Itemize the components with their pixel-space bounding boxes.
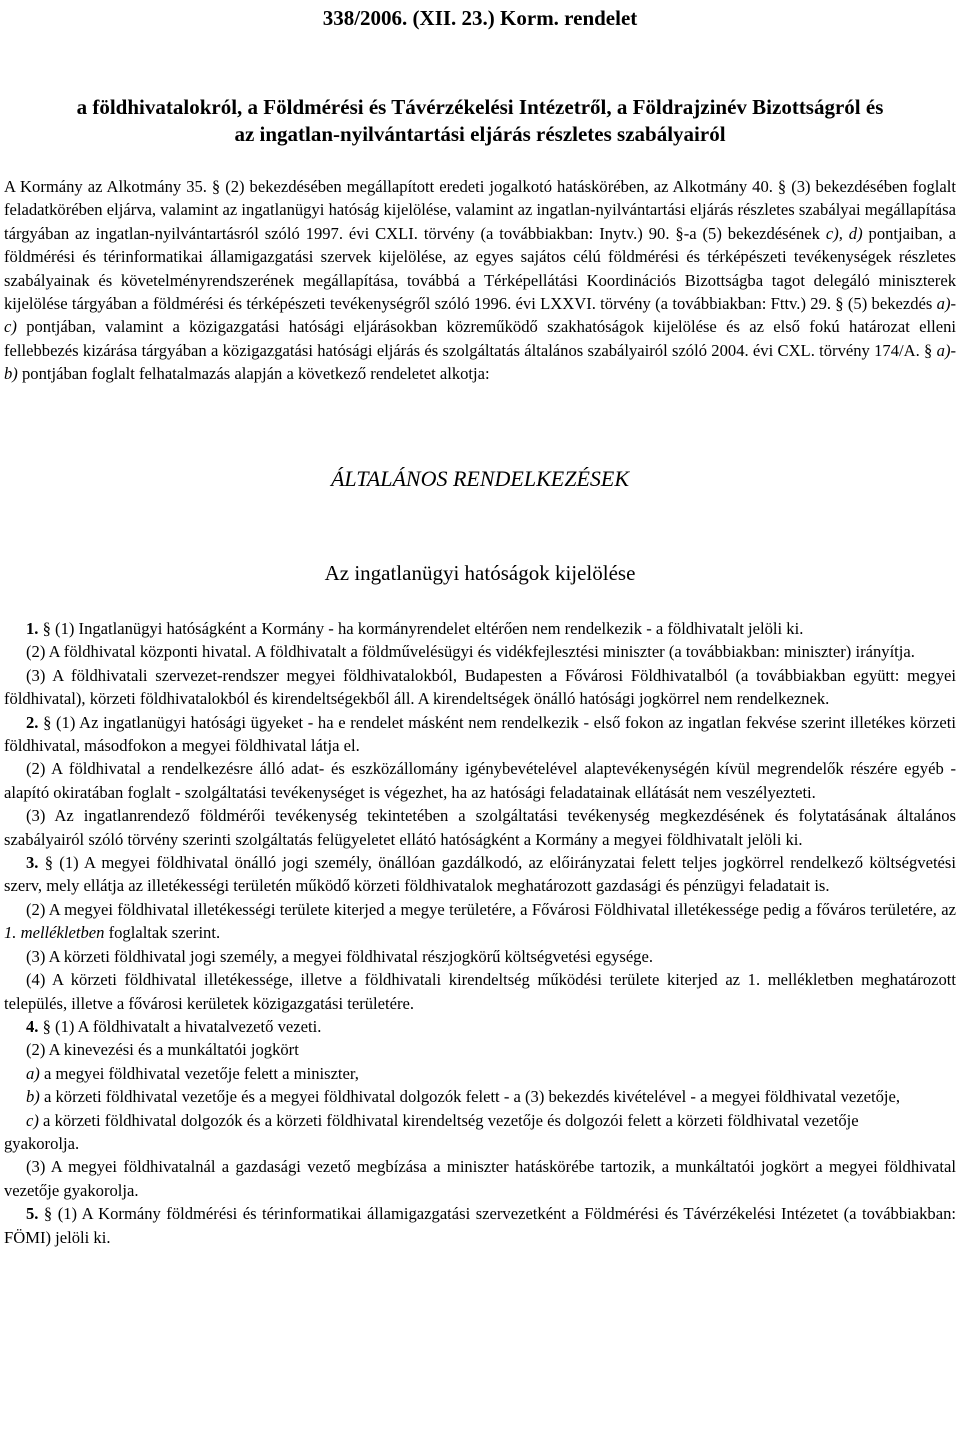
section-3-italic: 1. mellékletben	[4, 923, 105, 943]
item-a-label: a)	[26, 1063, 40, 1083]
preamble-italic-3: a)-b)	[4, 340, 956, 384]
document-subtitle-line-2: az ingatlan-nyilvántartási eljárás részletes szabályairól	[234, 122, 726, 146]
section-2-para-1	[4, 711, 956, 758]
heading-general-provisions: ÁLTALÁNOS RENDELKEZÉSEK	[330, 466, 630, 491]
section-2-para-2: (2) A földhivatal a rendelkezésre álló adat- és eszközállomány igénybevételével alaptevékenységén kívül megrendelők részére egyéb - alapító okiratában foglalt - szolgáltatási tevékenységet is végezhet, ha az hatósági feladatainak ellátását nem veszélyezteti.	[4, 759, 956, 802]
section-3-para-3: (3) A körzeti földhivatal jogi személy, a megyei földhivatal részjogkörű költségvetési egysége.	[26, 946, 653, 966]
preamble-text-b: pontjaiban, a földmérési és térinformatikai államigazgatási szervek kijelölése, az egyes sajátos célú földmérési és térképészeti tevékenységek részletes szabályainak és követelményrendszerének megállapítása, továbbá a Térképellátási Koordinációs Bizottságba tagot delegáló miniszterek kijelölése tárgyában a földmérési és térképészeti tevékenységről szóló 1996. évi LXXVI. törvény (a továbbiakban: Fttv.) 29. § (5) bekezdés	[4, 223, 957, 314]
section-2-para-3: (3) Az ingatlanrendező földmérői tevékenység tekintetében a szolgáltatási tevékenység megkezdésének és folytatásának általános szabályairól szóló törvény szerinti szolgáltatás felügyeletet ellátó hatóságként a Kormány a megyei földhivatalt jelöli ki.	[4, 806, 956, 849]
section-4-item-c-end: gyakorolja.	[4, 1133, 80, 1153]
document-title: 338/2006. (XII. 23.) Korm. rendelet	[322, 6, 638, 30]
preamble-text-a: A Kormány az Alkotmány 35. § (2) bekezdésében megállapított eredeti jogalkotó hatáskörében, az Alkotmány 40. § (3) bekezdésében foglalt feladatkörében eljárva, valamint az ingatlanügyi hatóság kijelölése, valamint az ingatlan-nyilvántartási eljárás részletes szabályai megállapítása tárgyában az ingatlan-nyilvántartásról szóló 1997. évi CXLI. törvény (a továbbiakban: Inytv.) 90. §-a (5) bekezdésének	[4, 177, 956, 243]
item-b-label: b)	[26, 1087, 40, 1107]
section-4-text-1: § (1) A földhivatalt a hivatalvezető vezeti.	[38, 1016, 322, 1036]
section-4-item-b	[4, 1085, 956, 1108]
section-1-number: 1.	[26, 619, 39, 638]
item-a-text: a megyei földhivatal vezetője felett a miniszter,	[39, 1063, 359, 1083]
section-4-para-2: (2) A kinevezési és a munkáltatói jogkört	[26, 1040, 299, 1060]
section-3-para-1	[4, 851, 956, 898]
section-4-item-c	[4, 1109, 956, 1132]
section-4-number: 4.	[26, 1016, 39, 1036]
section-3-para-4: (4) A körzeti földhivatal illetékessége, illetve a földhivatali kirendeltség működési területe kiterjed az 1. mellékletben meghatározott település, illetve a fővárosi kerületek közigazgatási területére.	[4, 970, 956, 1013]
preamble-text-d: pontjában foglalt felhatalmazás alapján a következő rendeletet alkotja:	[17, 364, 490, 384]
section-2-number: 2.	[26, 712, 39, 732]
document-subtitle-line-1: a földhivatalokról, a Földmérési és Távérzékelési Intézetről, a Földrajzinév Bizottságról és	[76, 95, 884, 119]
section-3-text-1: § (1) A megyei földhivatal önálló jogi személy, önállóan gazdálkodó, az előirányzatai felett teljes jogkörrel rendelkező költségvetési szerv, mely ellátja az illetékességi területén működő körzeti földhivatalok meghatározott gazdasági és pénzügyi feladatait is.	[4, 853, 956, 896]
section-5-text-1: § (1) A Kormány földmérési és térinformatikai államigazgatási szervezetként a Földmérési és Távérzékelési Intézetet (a továbbiakban: FÖMI) jelöli ki.	[4, 1204, 956, 1247]
section-1-text-1: § (1) Ingatlanügyi hatóságként a Kormány - ha kormányrendelet eltérően nem rendelkezik - a földhivatalt jelöli ki.	[38, 619, 804, 638]
section-3-text-2b: foglaltak szerint.	[104, 923, 221, 943]
item-c-label: c)	[26, 1110, 39, 1130]
section-3-text-2a: (2) A megyei földhivatal illetékességi területe kiterjed a megye területére, a Fővárosi Földhivatal illetékessége pedig a főváros területére, az	[26, 899, 956, 919]
section-4-para-1	[4, 1015, 956, 1038]
section-2-text-1: § (1) Az ingatlanügyi hatósági ügyeket - ha e rendelet másként nem rendelkezik - első fokon az ingatlan fekvése szerint illetékes körzeti földhivatal, másodfokon a megyei földhivatal látja el.	[4, 712, 956, 756]
preamble-italic-1: c), d)	[825, 223, 863, 243]
heading-authorities: Az ingatlanügyi hatóságok kijelölése	[324, 561, 636, 585]
section-4-para-3: (3) A megyei földhivatalnál a gazdasági vezető megbízása a miniszter hatáskörébe tartozik, a munkáltatói jogkört a megyei földhivatal vezetője gyakorolja.	[4, 1157, 956, 1200]
preamble-italic-2: a)-c)	[4, 294, 956, 337]
section-4-item-a	[4, 1062, 956, 1085]
section-3-number: 3.	[26, 853, 39, 873]
main-body	[4, 617, 956, 1249]
section-5-para-1	[4, 1202, 956, 1249]
section-1-para-3: (3) A földhivatali szervezet-rendszer megyei földhivatalokból, Budapesten a Fővárosi Földhivatalból (a továbbiakban együtt: megyei földhivatal), körzeti földhivatalokból és kirendeltségekből áll. A kirendeltségek önálló hatósági jogkörrel nem rendelkeznek.	[4, 665, 956, 709]
item-c-text: a körzeti földhivatal dolgozók és a körzeti földhivatal kirendeltség vezetője és dolgozói felett a körzeti földhivatal vezetője	[38, 1110, 859, 1130]
item-b-text: a körzeti földhivatal vezetője és a megyei földhivatal dolgozók felett - a (3) bekezdés kivételével - a megyei földhivatal vezetője,	[39, 1087, 901, 1107]
section-1-para-1	[4, 617, 956, 640]
section-1-para-2: (2) A földhivatal központi hivatal. A földhivatalt a földművelésügyi és vidékfejlesztési miniszter (a továbbiakban: miniszter) irányítja.	[26, 642, 915, 662]
section-3-para-2	[4, 898, 956, 945]
preamble-paragraph	[4, 175, 956, 386]
section-5-number: 5.	[26, 1204, 39, 1224]
preamble-text-c: pontjában, valamint a közigazgatási hatósági eljárásokban közreműködő szakhatóságok kijelölése és az első fokú határozat elleni fellebbezés kizárása tárgyában a közigazgatási hatósági eljárás és szolgáltatás általános szabályairól szóló 2004. évi CXL. törvény 174/A. §	[4, 317, 956, 360]
preamble	[4, 175, 956, 386]
